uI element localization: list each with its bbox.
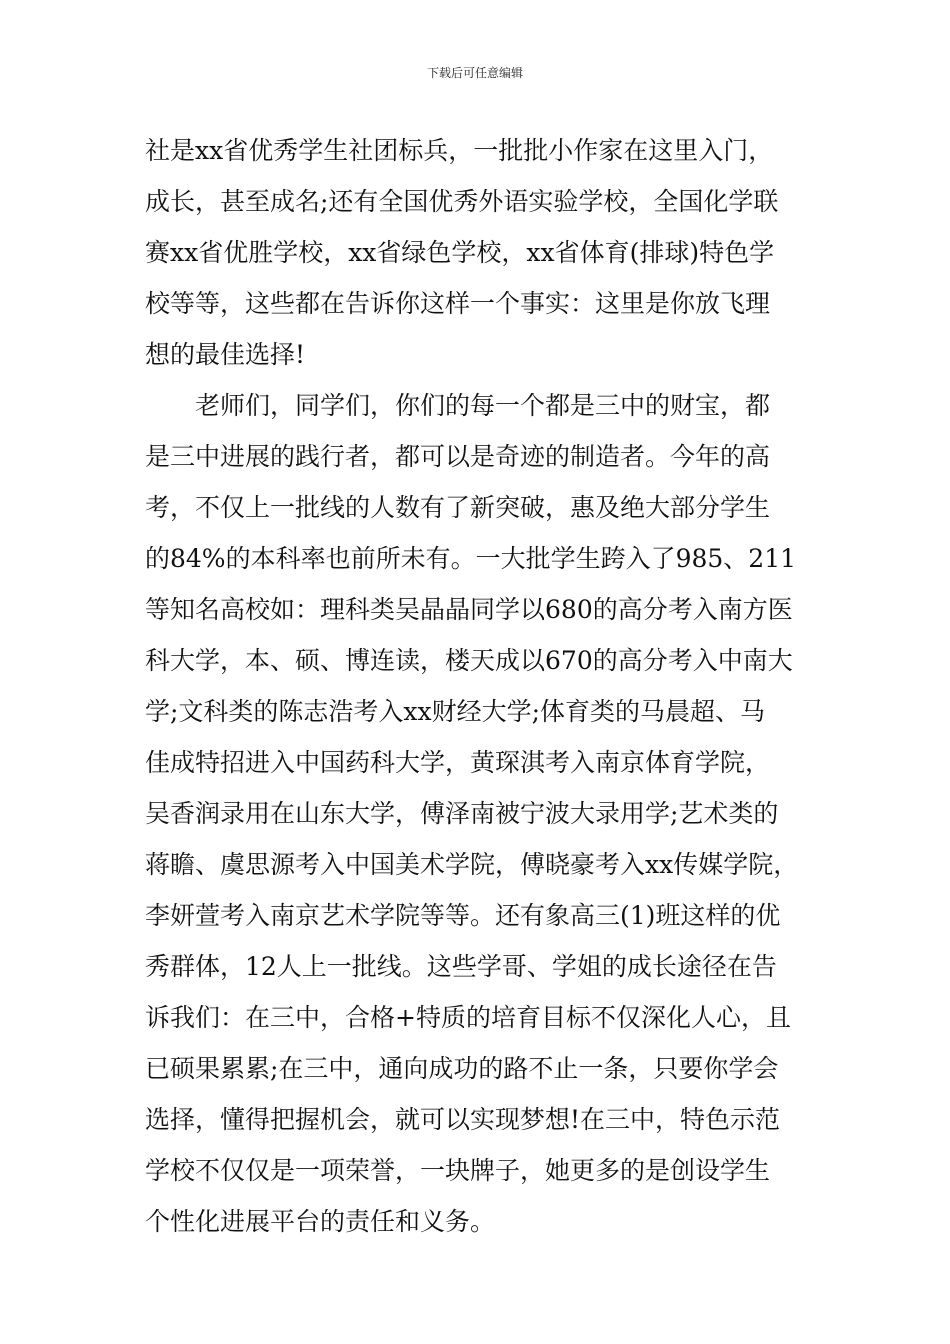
- text-line: 考，不仅上一批线的人数有了新突破，惠及绝大部分学生: [145, 493, 771, 522]
- text-line: 诉我们：在三中，合格+特质的培育目标不仅深化人心，且: [145, 1003, 791, 1032]
- document-body: [145, 125, 825, 1247]
- text-line: 秀群体，12人上一批线。这些学哥、学姐的成长途径在告: [145, 952, 777, 981]
- text-line: 佳成特招进入中国药科大学，黄琛淇考入南京体育学院，: [145, 748, 771, 777]
- text-line: 成长，甚至成名;还有全国优秀外语实验学校，全国化学联: [145, 187, 779, 216]
- text-line: 学校不仅仅是一项荣誉，一块牌子，她更多的是创设学生: [145, 1156, 771, 1185]
- text-line: 是三中进展的践行者，都可以是奇迹的制造者。今年的高: [145, 442, 771, 471]
- text-line: 李妍萱考入南京艺术学院等等。还有象高三(1)班这样的优: [145, 901, 781, 930]
- paragraph-1: [145, 125, 825, 380]
- text-line: 想的最佳选择!: [145, 340, 306, 369]
- text-line: 学;文科类的陈志浩考入xx财经大学;体育类的马晨超、马: [145, 697, 766, 726]
- text-line: 科大学，本、硕、博连读，楼天成以670的高分考入中南大: [145, 646, 793, 675]
- text-line: 等知名高校如：理科类吴晶晶同学以680的高分考入南方医: [145, 595, 793, 624]
- text-line: 校等等，这些都在告诉你这样一个事实：这里是你放飞理: [145, 289, 771, 318]
- text-line: 选择，懂得把握机会，就可以实现梦想!在三中，特色示范: [145, 1105, 781, 1134]
- text-line: 社是xx省优秀学生社团标兵，一批批小作家在这里入门，: [145, 136, 774, 165]
- text-line: 的84%的本科率也前所未有。一大批学生跨入了985、211: [145, 544, 797, 573]
- header-note: 下载后可任意编辑: [426, 66, 523, 80]
- text-line: 吴香润录用在山东大学，傅泽南被宁波大录用学;艺术类的: [145, 799, 779, 828]
- text-line: 老师们，同学们，你们的每一个都是三中的财宝，都: [195, 391, 771, 420]
- paragraph-2: [145, 380, 825, 1247]
- text-line: 赛xx省优胜学校，xx省绿色学校，xx省体育(排球)特色学: [145, 238, 775, 267]
- text-line: 个性化进展平台的责任和义务。: [145, 1207, 496, 1236]
- text-line: 已硕果累累;在三中，通向成功的路不止一条，只要你学会: [145, 1054, 779, 1083]
- text-line: 蒋瞻、虞思源考入中国美术学院，傅晓豪考入xx传媒学院，: [145, 850, 799, 879]
